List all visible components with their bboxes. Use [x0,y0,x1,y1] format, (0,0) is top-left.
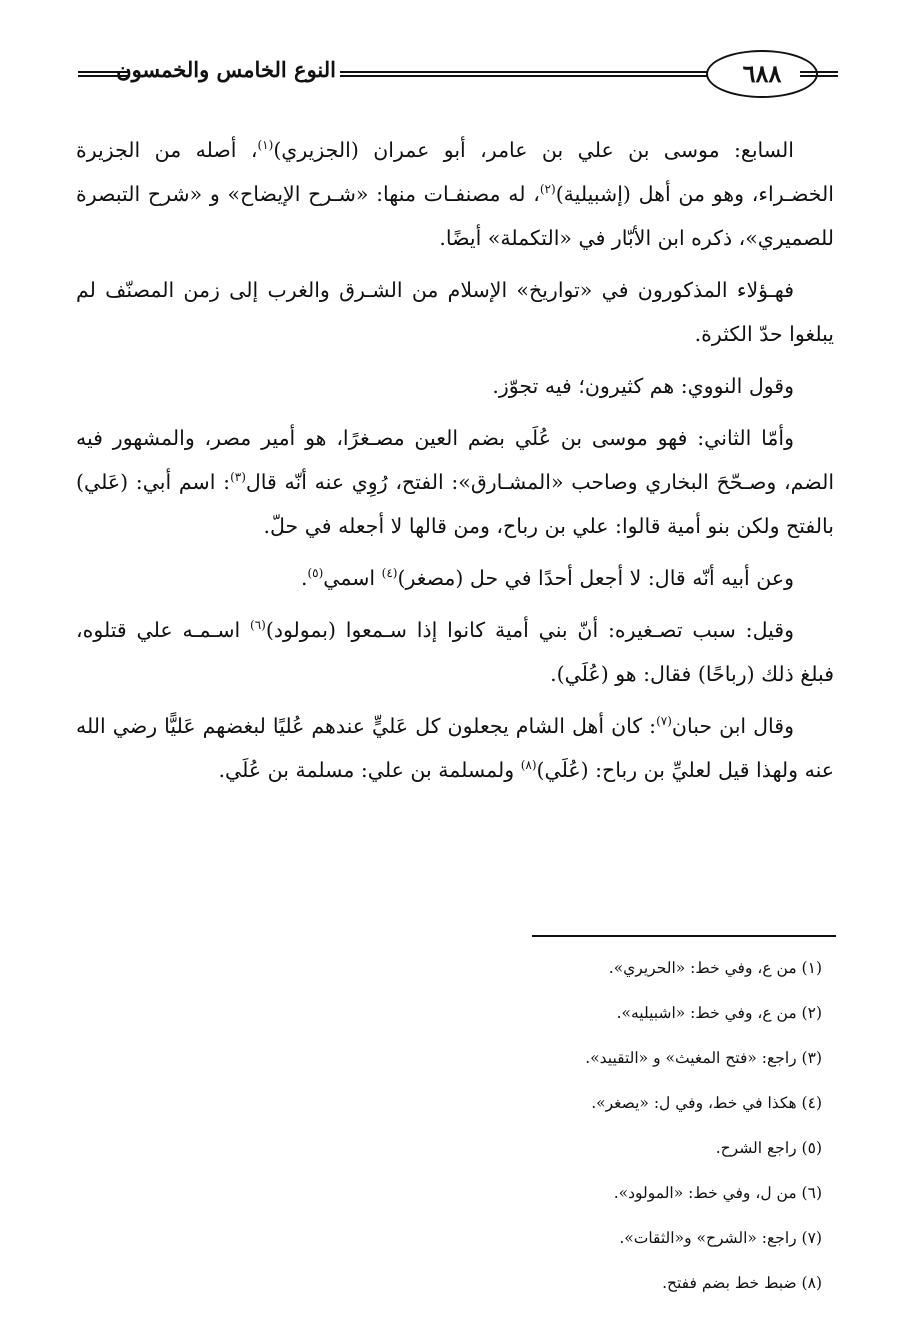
paragraph [76,608,834,696]
text-run: وأمّا الثاني: فهو موسى بن عُلَي بضم العين مصـغرًا، هو أمير مصر، والمشهور فيه الضم، وصـحّحَ البخاري وصاحب «المشـارق»: الفتح، رُوِي عنه أنّه قال [76,426,835,494]
text-run: ، أصله من الجزيرة الخضـراء، وهو من أهل (إشبيلية) [76,138,834,206]
text-run: وقول النووي: هم كثيرون؛ فيه تجوّز. [492,374,794,398]
footnote-ref: (٦) [250,618,266,633]
footnote-ref: (٨) [520,758,537,773]
text-run: . [300,566,308,590]
paragraph [76,416,834,548]
text-run: فهـؤلاء المذكورون في «تواريخ» الإسلام من الشـرق والغرب إلى زمن المصنّف لم يبلغوا حدّ الكثرة. [76,278,834,346]
text-run: ولمسلمة بن علي: مسلمة بن عُلَي. [218,758,521,782]
header-rule-right [800,71,838,77]
text-run: وقيل: سبب تصـغيره: أنّ بني أمية كانوا إذا سـمعوا (بمولود) [265,618,794,642]
text-run: اسمي [323,566,382,590]
text-run: وقال ابن حبان [671,714,794,738]
footnote: (٦) من ل، وفي خط: «المولود». [613,1184,822,1202]
page-number: ٦٨٨ [706,50,818,98]
paragraph [76,556,834,600]
footnote-separator [532,935,836,937]
footnotes [300,950,834,1310]
text-run: : كان أهل الشام يجعلون كل عَليٍّ عندهم عُليًا لبغضهم عَليًّا رضي الله عنه ولهذا قيل لعليِّ بن رباح: (عُلَي) [76,714,834,782]
footnote: (٢) من ع، وفي خط: «اشبيليه». [616,1004,822,1022]
footnote-ref: (٤) [381,566,398,581]
footnote-ref: (٧) [656,714,672,729]
footnote: (٤) هكذا في خط، وفي ل: «يصغر». [591,1094,822,1112]
footnote: (٨) ضبط خط بضم ففتح. [662,1274,822,1292]
text-run: ، له مصنفـات منها: «شـرح الإيضاح» و «شرح التبصرة للصميري»، ذكره ابن الأبّار في «التكملة» أيضًا. [76,182,834,250]
footnote: (٣) راجع: «فتح المغيث» و «التقييد». [585,1049,822,1067]
text-run: اسـمـه علي قتلوه، فبلغ ذلك (رباحًا) فقال: هو (عُلَي). [76,618,834,686]
footnote: (٧) راجع: «الشرح» و«الثقات». [619,1229,822,1247]
text-run: : اسم أبي: (عَلي) بالفتح ولكن بنو أمية قالوا: علي بن رباح، ومن قالها لا أجعله في حلّ. [76,470,834,538]
page-header [78,44,838,106]
footnote: (٥) راجع الشرح. [715,1139,822,1157]
paragraph [76,364,834,408]
paragraph [76,128,834,260]
footnote: (١) من ع، وفي خط: «الحريري». [608,959,822,977]
footnote-ref: (٥) [307,566,324,581]
running-title: النوع الخامس والخمسون [116,57,336,82]
text-run: السابع: موسى بن علي بن عامر، أبو عمران (الجزيري) [273,138,795,162]
main-text [76,128,834,800]
footnote-ref: (١) [257,138,274,153]
text-run: وعن أبيه أنّه قال: لا أجعل أحدًا في حل (مصغر) [397,566,794,590]
footnote-ref: (٣) [230,470,246,485]
footnote-ref: (٢) [539,182,556,197]
paragraph [76,704,834,792]
paragraph [76,268,834,356]
